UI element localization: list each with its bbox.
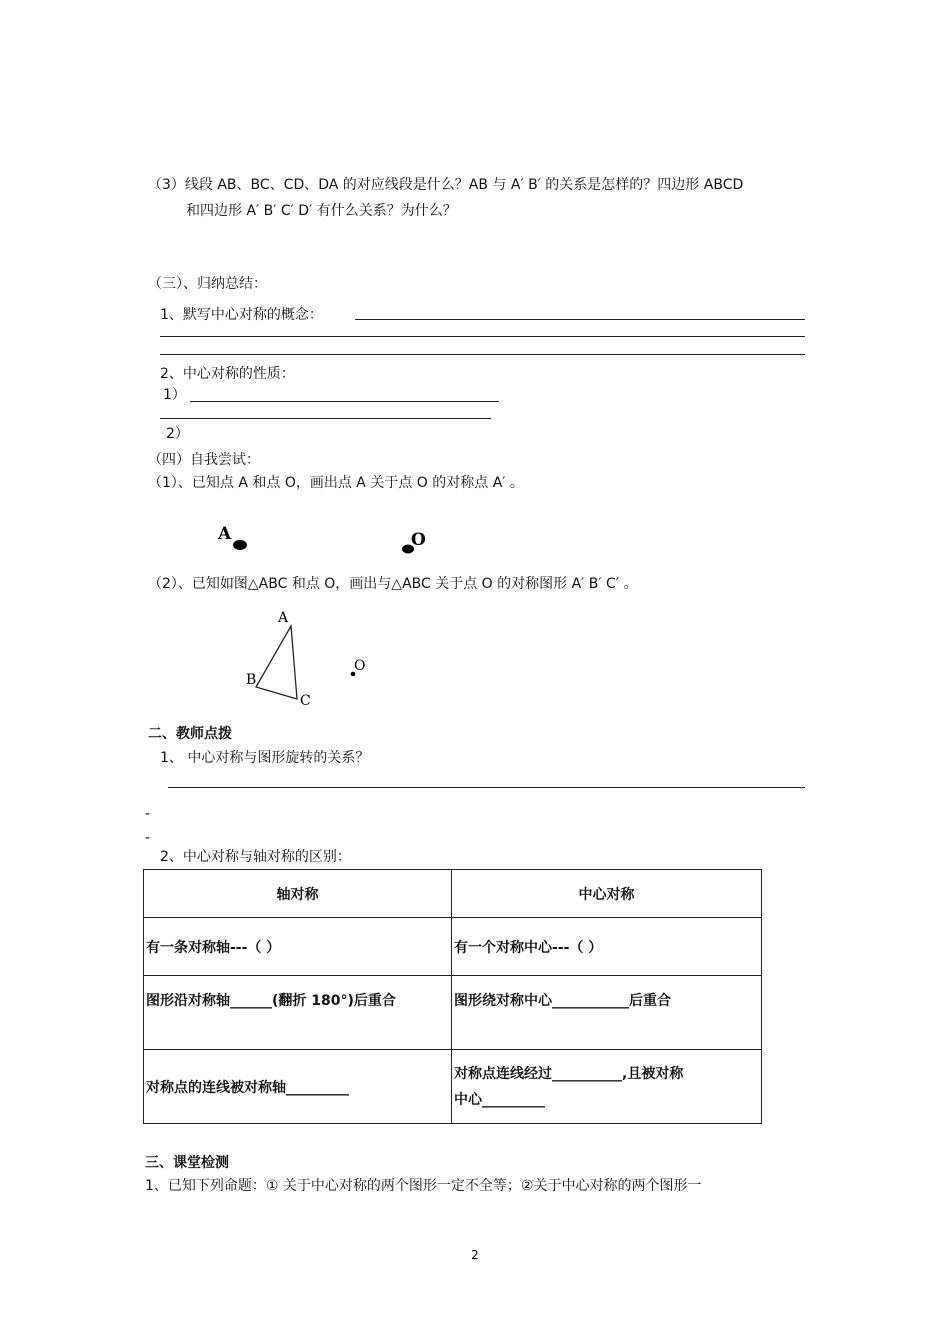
summary-p1: 1） <box>163 387 186 403</box>
self-try-heading: （四）自我尝试： <box>148 452 260 468</box>
page-number: 2 <box>471 1248 479 1262</box>
summary-item1: 1、默写中心对称的概念： <box>160 307 323 323</box>
q3-line2: 和四边形 A′ B′ C′ D′ 有什么关系？为什么？ <box>186 203 457 219</box>
table-row <box>144 918 762 976</box>
dash-line: - <box>145 830 151 846</box>
dash-line: - <box>145 806 151 822</box>
point-o-label: O <box>411 530 426 550</box>
answer-line <box>168 787 805 788</box>
vertex-a-label: A <box>278 610 289 626</box>
table-header-cell: 中心对称 <box>452 870 762 918</box>
check-heading: 三、课堂检测 <box>145 1155 229 1171</box>
point-a-label: A <box>218 524 232 544</box>
table-cell: 图形绕对称中心___________后重合 <box>452 976 762 1050</box>
answer-line <box>160 418 491 419</box>
summary-item2: 2、中心对称的性质： <box>160 366 295 382</box>
table-header-cell: 轴对称 <box>144 870 452 918</box>
teacher-item2: 2、中心对称与轴对称的区别： <box>160 849 351 865</box>
points-figure <box>200 515 450 565</box>
point-o-label: O <box>354 658 366 674</box>
answer-line <box>190 401 499 402</box>
triangle-abc <box>256 626 297 699</box>
triangle-figure <box>240 602 380 714</box>
vertex-b-label: B <box>246 672 257 688</box>
self-try-q1: （1）、已知点 A 和点 O，画出点 A 关于点 O 的对称点 A′ 。 <box>148 475 524 491</box>
self-try-q2: （2）、已知如图△ABC 和点 O，画出与△ABC 关于点 O 的对称图形 A′ B′ C′ 。 <box>148 576 638 592</box>
summary-p2: 2） <box>166 426 189 442</box>
q3-line1: （3）线段 AB、BC、CD、DA 的对应线段是什么？AB 与 A′ B′ 的关系是怎样的？四边形 ABCD <box>148 177 744 193</box>
table-cell-line: 对称点连线经过__________,且被对称 <box>454 1065 684 1082</box>
table-header-row <box>144 870 762 918</box>
table-cell: 有一个对称中心---（ ） <box>452 918 762 976</box>
table-cell <box>452 1050 762 1124</box>
table-row <box>144 1050 762 1124</box>
table-cell: 有一条对称轴---（ ） <box>144 918 452 976</box>
teacher-heading: 二、教师点拨 <box>148 726 232 742</box>
comparison-table <box>143 869 762 1124</box>
table-row <box>144 976 762 1050</box>
table-cell: 图形沿对称轴______(翻折 180°)后重合 <box>144 976 452 1050</box>
table-cell: 对称点的连线被对称轴_________ <box>144 1050 452 1124</box>
summary-heading: （三）、归纳总结： <box>148 276 267 292</box>
teacher-item1: 1、 中心对称与图形旋转的关系？ <box>160 750 370 766</box>
table-cell-line: 中心_________ <box>454 1091 545 1108</box>
answer-line <box>160 336 805 337</box>
answer-line <box>160 354 805 355</box>
point-a-dot <box>233 540 247 550</box>
check-q1: 1、已知下列命题：① 关于中心对称的两个图形一定不全等；②关于中心对称的两个图形一 <box>145 1178 702 1194</box>
vertex-c-label: C <box>300 693 311 709</box>
answer-line <box>355 319 805 320</box>
